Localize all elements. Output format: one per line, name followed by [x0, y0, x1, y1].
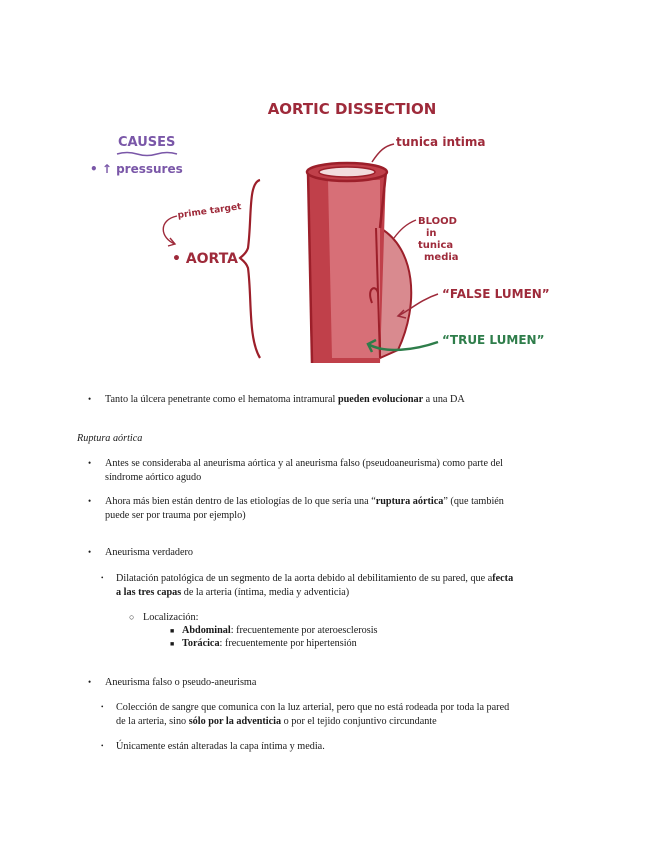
prime-target-label: prime target — [177, 202, 243, 221]
item-toracica: Torácica: frecuentemente por hipertensión — [182, 638, 357, 649]
aortic-dissection-figure — [80, 88, 580, 370]
figure-title: AORTIC DISSECTION — [267, 100, 437, 118]
false-lumen-label: “FALSE LUMEN” — [442, 287, 550, 301]
bullet-dot: • — [88, 394, 92, 404]
bullet-dot: • — [101, 703, 104, 711]
blood-arrow — [394, 220, 416, 238]
bullet-dot: • — [88, 677, 92, 687]
item-aneurisma-falso: Aneurisma falso o pseudo-aneurisma — [105, 677, 257, 688]
item-localizacion: Localización: — [143, 612, 199, 623]
tunica-intima-label: tunica intima — [396, 135, 486, 149]
tunica-intima-arrow — [372, 144, 394, 162]
paragraph-ahora: Ahora más bien están dentro de las etiologías de lo que sería una “ruptura aórtica” (que también puede ser por trauma por ejemplo) — [105, 496, 504, 521]
blood-label-line3: tunica — [418, 240, 454, 251]
aorta-lumen-opening — [319, 167, 375, 177]
bullet-circle: ○ — [129, 612, 135, 622]
item-aneurisma-verdadero: Aneurisma verdadero — [105, 547, 193, 558]
item-abdominal: Abdominal: frecuentemente por ateroesclerosis — [182, 625, 378, 636]
blood-label-line1: BLOOD — [418, 216, 457, 227]
blood-label-line4: media — [424, 252, 459, 263]
paragraph-dilatacion: Dilatación patológica de un segmento de la aorta debido al debilitamiento de su pared, que afecta a las tres capas de la arteria (íntima, media y adventicia) — [116, 573, 514, 598]
blood-label-line2: in — [426, 228, 437, 239]
paragraph-coleccion: Colección de sangre que comunica con la luz arterial, pero que no está rodeada por toda la pared de la arteria, sino sólo por la adventicia o por el tejido conjuntivo circundante — [116, 702, 510, 727]
aortic-dissection-illustration — [80, 88, 580, 370]
causes-item: • ↑ pressures — [90, 162, 183, 176]
paragraph-antes: Antes se consideraba al aneurisma aórtica y al aneurisma falso (pseudoaneurisma) como parte del síndrome aórtico agudo — [105, 458, 504, 483]
aorta-label: • AORTA — [172, 251, 239, 267]
paragraph-evolution: Tanto la úlcera penetrante como el hematoma intramural pueden evolucionar a una DA — [105, 394, 465, 405]
aorta-brace — [240, 180, 260, 358]
bullet-square: ■ — [170, 640, 175, 648]
prime-target-arrow — [163, 216, 177, 244]
bullet-dot: • — [88, 458, 92, 468]
causes-underline — [117, 153, 177, 156]
aorta-inner-wall — [328, 180, 380, 358]
bullet-square: ■ — [170, 627, 175, 635]
bullet-dot: • — [101, 742, 104, 750]
causes-heading: CAUSES — [118, 135, 176, 150]
section-heading-ruptura: Ruptura aórtica — [77, 433, 143, 444]
bullet-dot: • — [88, 496, 92, 506]
false-lumen-bulge — [380, 228, 411, 358]
true-lumen-label: “TRUE LUMEN” — [442, 333, 545, 347]
bullet-dot: • — [101, 574, 104, 582]
paragraph-unicamente: Únicamente están alteradas la capa íntima y media. — [116, 741, 325, 752]
bullet-dot: • — [88, 547, 92, 557]
